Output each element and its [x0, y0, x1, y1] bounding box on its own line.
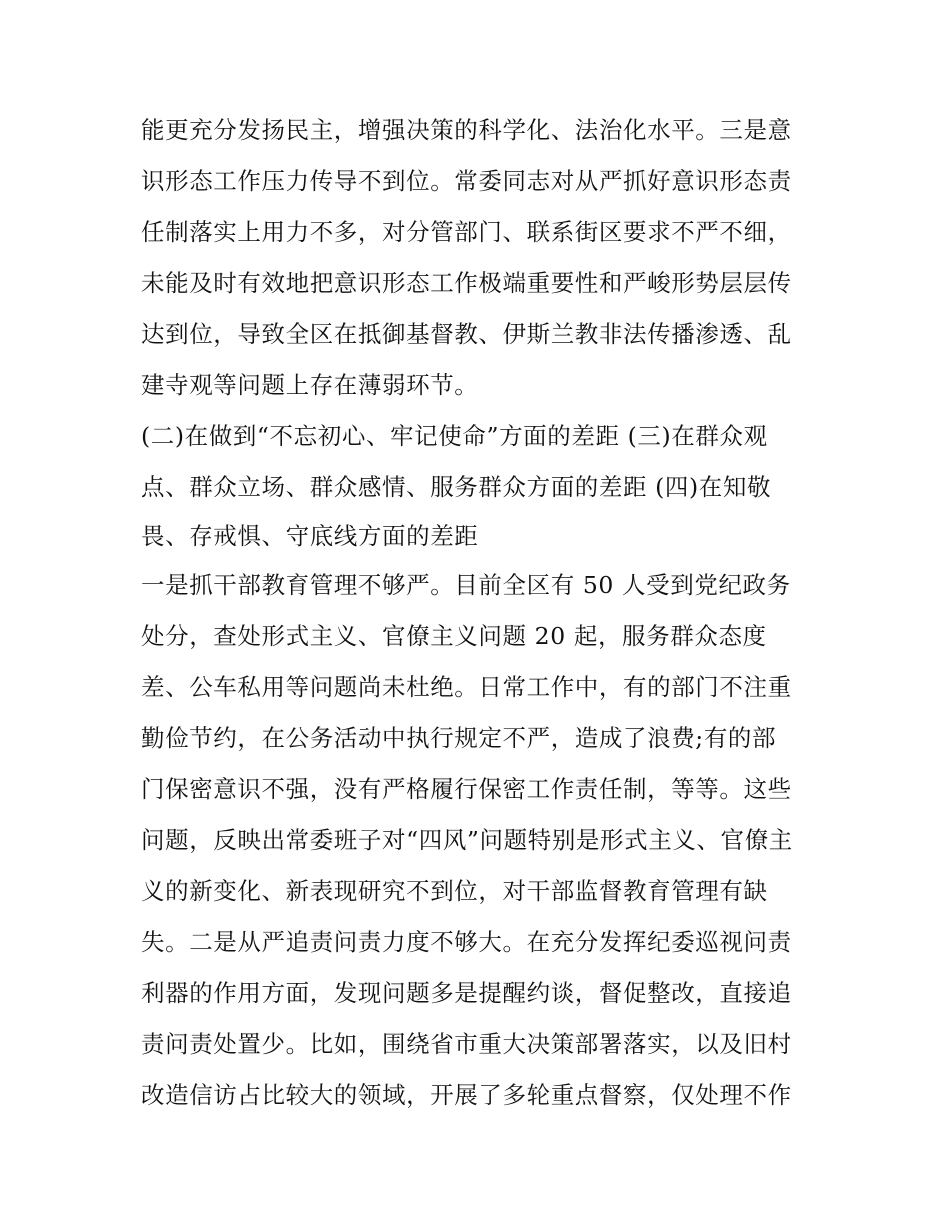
text-line: 畏、存戒惧、守底线方面的差距 [141, 522, 479, 550]
text-line: 改造信访占比较大的领域，开展了多轮重点督察，仅处理不作 [141, 1081, 792, 1109]
text-line: 问题，反映出常委班子对“四风”问题特别是形式主义、官僚主 [141, 826, 793, 854]
text-line: 差、公车私用等问题尚未杜绝。日常工作中，有的部门不注重 [141, 673, 792, 701]
text-line: 未能及时有效地把意识形态工作极端重要性和严峻形势层层传 [141, 269, 792, 297]
text-line: 失。二是从严追责问责力度不够大。在充分发挥纪委巡视问责 [141, 928, 792, 956]
text-line: 门保密意识不强，没有严格履行保密工作责任制，等等。这些 [141, 775, 792, 803]
text-line: 达到位，导致全区在抵御基督教、伊斯兰教非法传播渗透、乱 [141, 320, 792, 348]
text-line: 处分，查处形式主义、官僚主义问题 20 起，服务群众态度 [141, 622, 767, 650]
text-line: 建寺观等问题上存在薄弱环节。 [141, 371, 479, 399]
text-line: 利器的作用方面，发现问题多是提醒约谈，督促整改，直接追 [141, 979, 792, 1007]
text-line: 能更充分发扬民主，增强决策的科学化、法治化水平。三是意 [141, 116, 792, 144]
text-line: 识形态工作压力传导不到位。常委同志对从严抓好意识形态责 [141, 167, 792, 195]
text-line: 一是抓干部教育管理不够严。目前全区有 50 人受到党纪政务 [141, 571, 791, 599]
text-line: 责问责处置少。比如，围绕省市重大决策部署落实，以及旧村 [141, 1030, 792, 1058]
text-line: (二)在做到“不忘初心、牢记使命”方面的差距 (三)在群众观 [141, 422, 768, 450]
text-line: 点、群众立场、群众感情、服务群众方面的差距 (四)在知敬 [141, 473, 772, 501]
text-line: 勤俭节约，在公务活动中执行规定不严，造成了浪费;有的部 [141, 724, 777, 752]
text-line: 义的新变化、新表现研究不到位，对干部监督教育管理有缺 [141, 877, 768, 905]
text-line: 任制落实上用力不多，对分管部门、联系街区要求不严不细， [141, 218, 792, 246]
